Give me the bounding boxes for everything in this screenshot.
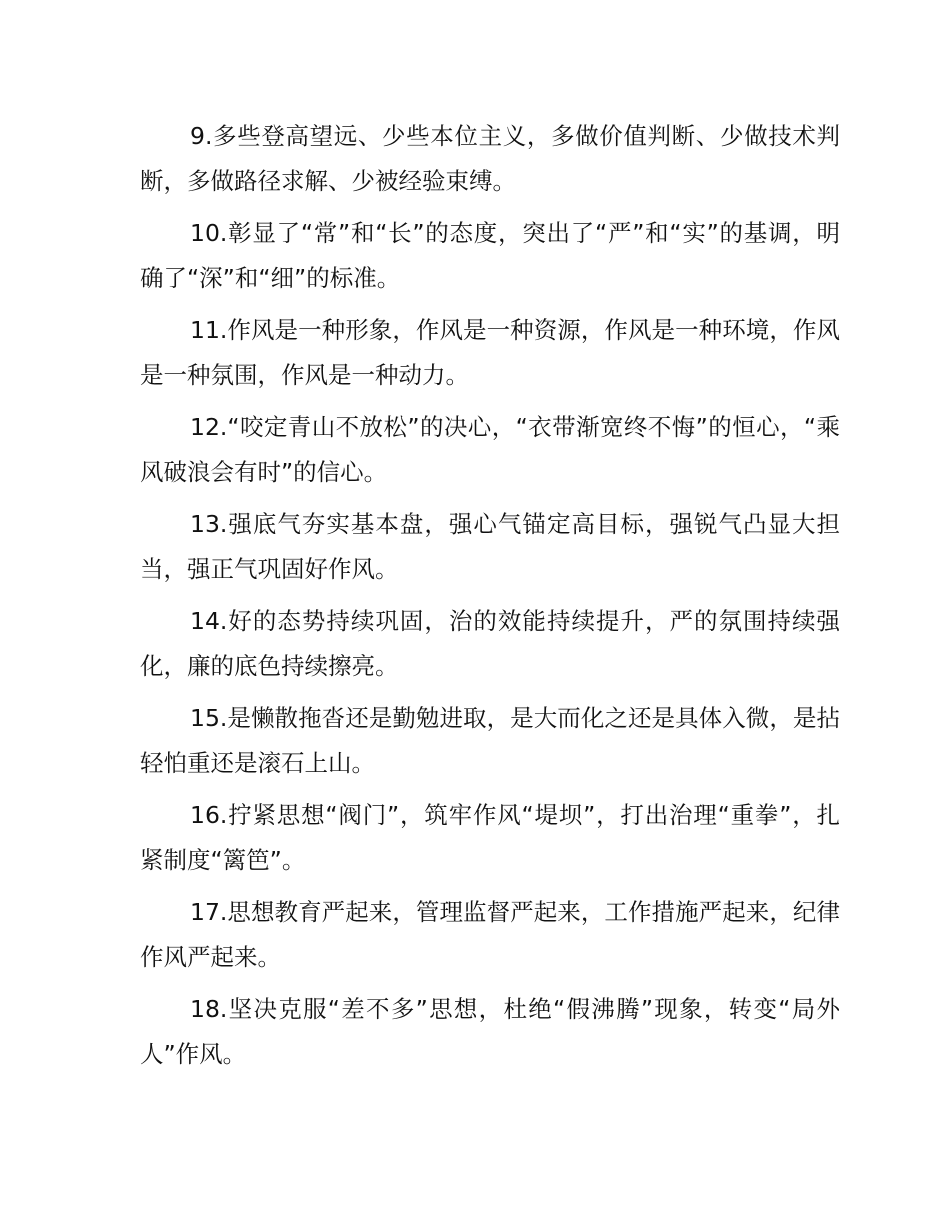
- paragraph-14: 14.好的态势持续巩固，治的效能持续提升，严的氛围持续强化，廉的底色持续擦亮。: [140, 607, 840, 680]
- paragraph-18: 18.坚决克服“差不多”思想，杜绝“假沸腾”现象，转变“局外人”作风。: [140, 995, 840, 1068]
- paragraph-9: 9.多些登高望远、少些本位主义，多做价值判断、少做技术判断，多做路径求解、少被经验束缚。: [140, 122, 840, 195]
- paragraph-15: 15.是懒散拖沓还是勤勉进取，是大而化之还是具体入微，是拈轻怕重还是滚石上山。: [140, 704, 840, 777]
- paragraph-17: 17.思想教育严起来，管理监督严起来，工作措施严起来，纪律作风严起来。: [140, 898, 840, 971]
- document-body: [140, 114, 840, 1084]
- paragraph-12: 12.“咬定青山不放松”的决心，“衣带渐宽终不悔”的恒心，“乘风破浪会有时”的信心。: [140, 413, 840, 486]
- paragraph-11: 11.作风是一种形象，作风是一种资源，作风是一种环境，作风是一种氛围，作风是一种动力。: [140, 316, 840, 389]
- paragraph-16: 16.拧紧思想“阀门”，筑牢作风“堤坝”，打出治理“重拳”，扎紧制度“篱笆”。: [140, 801, 840, 874]
- paragraph-13: 13.强底气夯实基本盘，强心气锚定高目标，强锐气凸显大担当，强正气巩固好作风。: [140, 510, 840, 583]
- paragraph-10: 10.彰显了“常”和“长”的态度，突出了“严”和“实”的基调，明确了“深”和“细”的标准。: [140, 219, 840, 292]
